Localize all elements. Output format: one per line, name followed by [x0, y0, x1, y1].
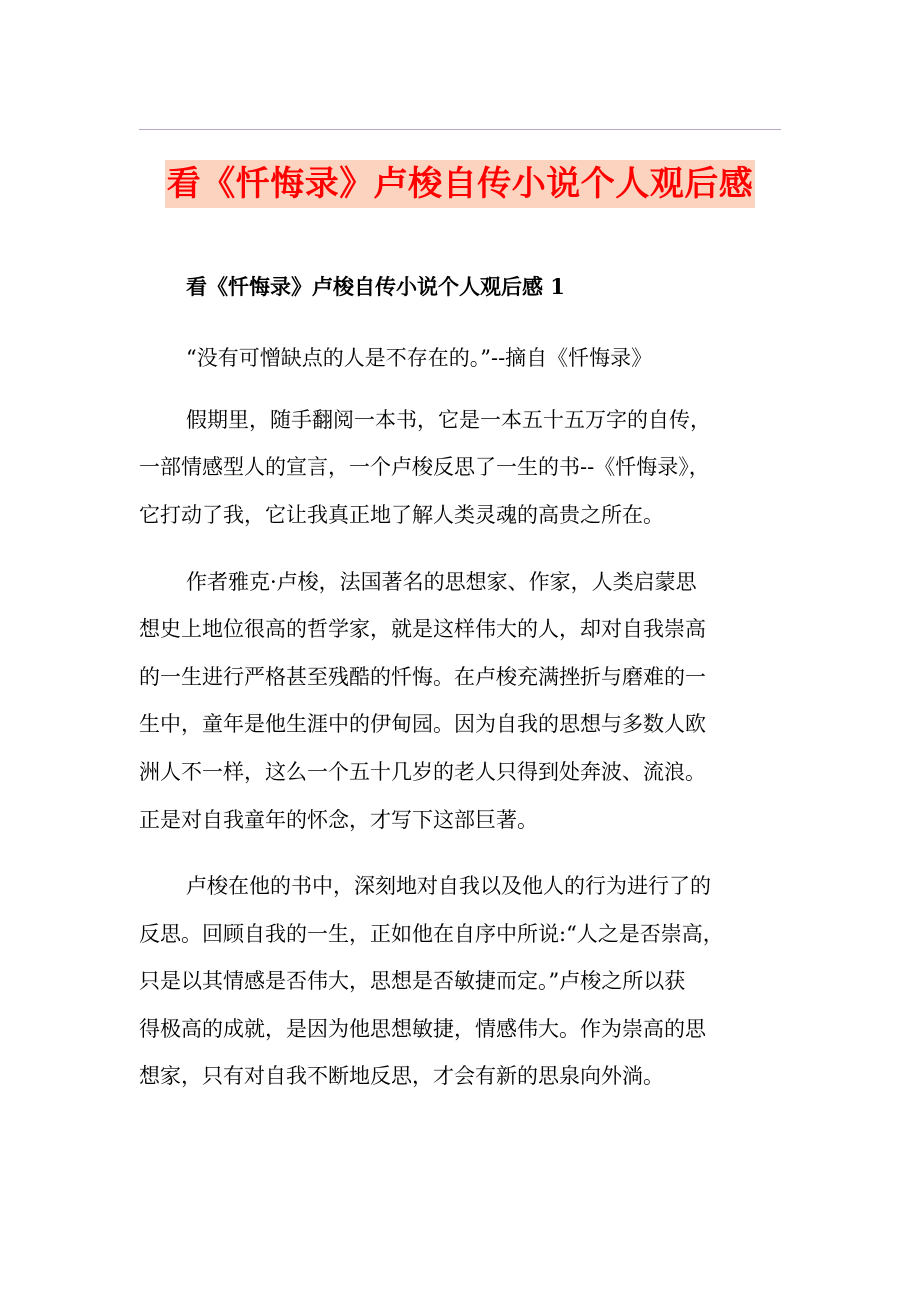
paragraph-3-line-2: 反思。回顾自我的一生，正如他在自序中所说:“人之是否崇高， — [139, 922, 724, 946]
paragraph-1-line-3: 它打动了我，它让我真正地了解人类灵魂的高贵之所在。 — [139, 503, 664, 527]
paragraph-3-line-3: 只是以其情感是否伟大，思想是否敏捷而定。”卢梭之所以获 — [139, 969, 686, 993]
paragraph-3-line-1: 卢梭在他的书中，深刻地对自我以及他人的行为进行了的 — [186, 874, 711, 898]
section-heading: 看《忏悔录》卢梭自传小说个人观后感 1 — [186, 274, 565, 299]
document-title: 看《忏悔录》卢梭自传小说个人观后感 — [165, 160, 756, 208]
paragraph-2-line-5: 洲人不一样，这么一个五十几岁的老人只得到处奔波、流浪。 — [139, 760, 706, 784]
paragraph-3-line-5: 想家，只有对自我不断地反思，才会有新的思泉向外淌。 — [139, 1064, 664, 1088]
paragraph-2-line-6: 正是对自我童年的怀念，才写下这部巨著。 — [139, 808, 538, 832]
paragraph-2-line-1: 作者雅克·卢梭，法国著名的思想家、作家，人类启蒙思 — [186, 570, 697, 594]
quote-line: “没有可憎缺点的人是不存在的。”--摘自《忏悔录》 — [186, 346, 653, 370]
paragraph-3-line-4: 得极高的成就，是因为他思想敏捷，情感伟大。作为崇高的思 — [139, 1017, 706, 1041]
paragraph-2-line-2: 想史上地位很高的哲学家，就是这样伟大的人，却对自我崇高 — [139, 617, 706, 641]
title-container — [0, 160, 920, 208]
paragraph-1-line-2: 一部情感型人的宣言，一个卢梭反思了一生的书--《忏悔录》， — [139, 455, 710, 479]
header-rule — [139, 129, 781, 130]
paragraph-2-line-3: 的一生进行严格甚至残酷的忏悔。在卢梭充满挫折与磨难的一 — [139, 665, 706, 689]
paragraph-1-line-1: 假期里，随手翻阅一本书，它是一本五十五万字的自传， — [186, 408, 711, 432]
paragraph-2-line-4: 生中，童年是他生涯中的伊甸园。因为自我的思想与多数人欧 — [139, 712, 706, 736]
